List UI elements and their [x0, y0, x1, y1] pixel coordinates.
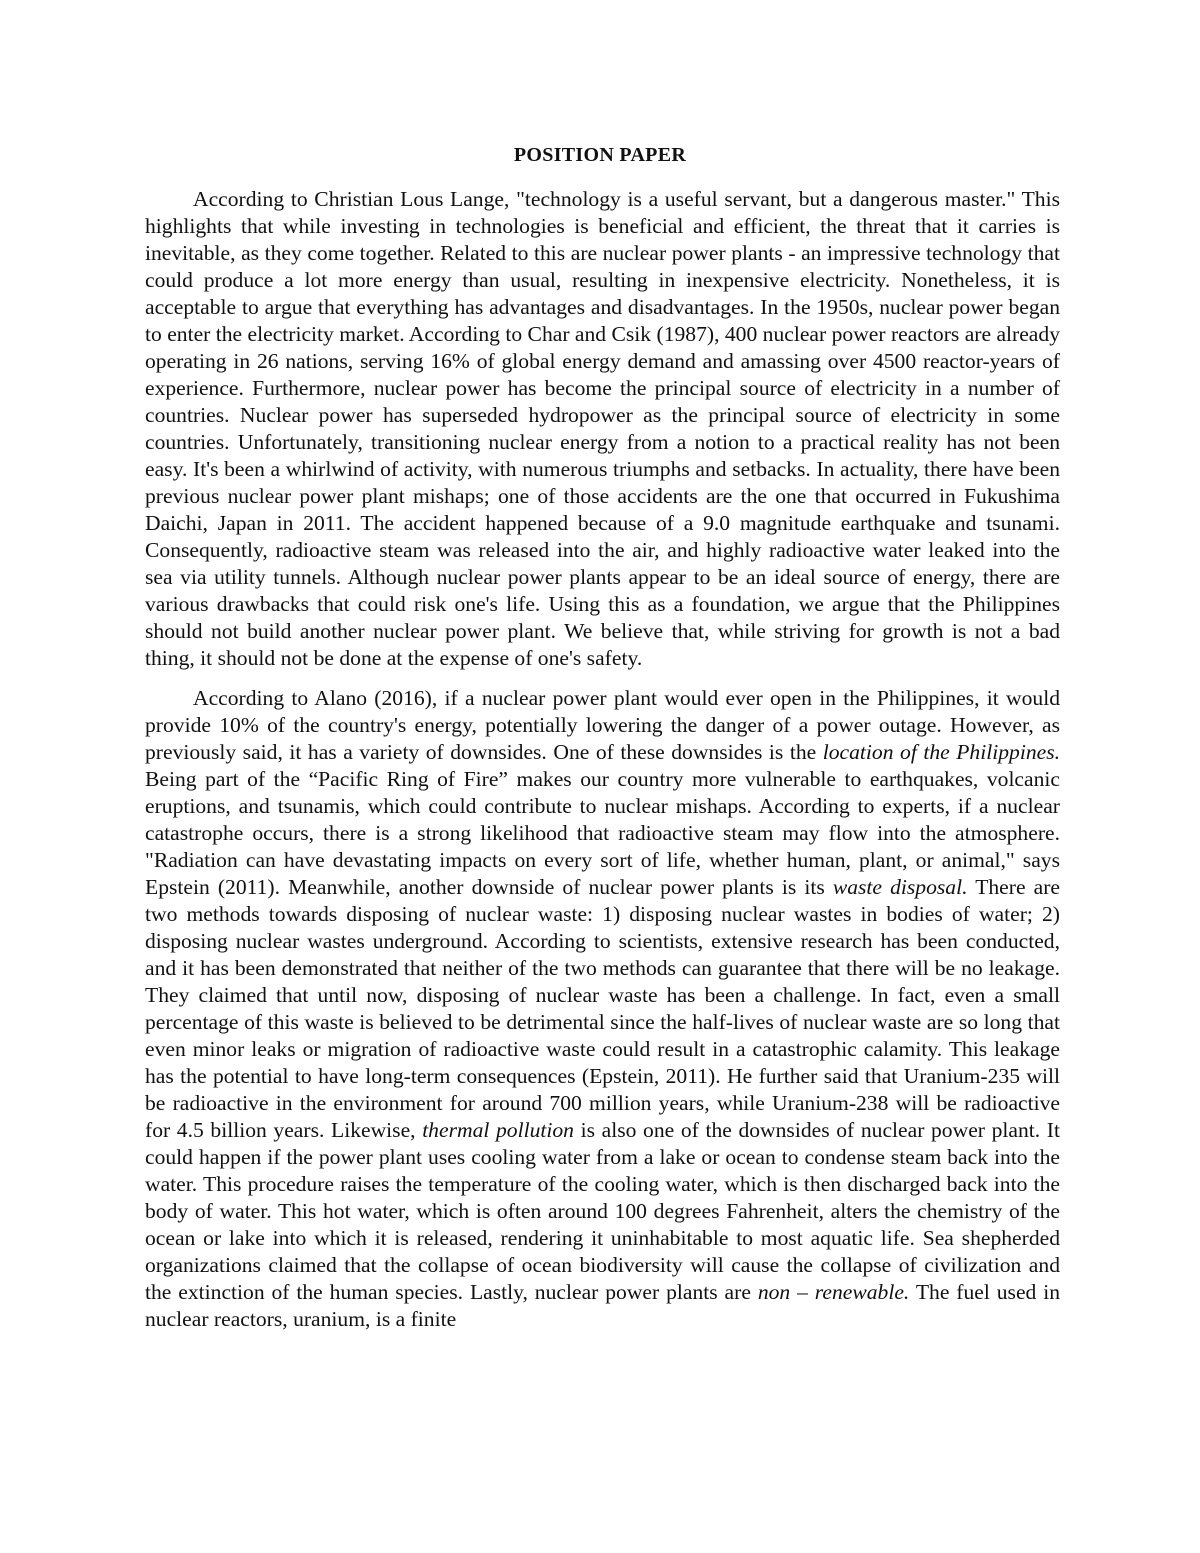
document-body — [145, 186, 1060, 1333]
paragraph-text: is also one of the downsides of nuclear power plant. It could happen if the power plant uses cooling water from a lake or ocean to condense steam back into the water. This procedure raises the temperature of the cooling water, which is then discharged back into the body of water. This hot water, which is often around 100 degrees Fahrenheit, alters the chemistry of the ocean or lake into which it is released, rendering it uninhabitable to most aquatic life. Sea shepherded organizations claimed that the collapse of ocean biodiversity will cause the collapse of civilization and the extinction of the human species. Lastly, nuclear power plants are — [145, 1118, 1060, 1304]
paragraph-text: The fuel used in nuclear reactors, uranium, is a finite — [145, 1280, 1061, 1331]
body-paragraph — [145, 685, 1060, 1333]
emphasis-text: location of the Philippines. — [822, 740, 1061, 764]
emphasis-text: non – renewable. — [757, 1280, 910, 1304]
emphasis-text: thermal pollution — [422, 1118, 574, 1142]
body-paragraph — [145, 186, 1060, 672]
paragraph-text: According to Christian Lous Lange, "technology is a useful servant, but a dangerous master." This highlights that while investing in technologies is beneficial and efficient, the threat that it carries is inevitable, as they come together. Related to this are nuclear power plants - an impressive technology that could produce a lot more energy than usual, resulting in inexpensive electricity. Nonetheless, it is acceptable to argue that everything has advantages and disadvantages. In the 1950s, nuclear power began to enter the electricity market. According to Char and Csik (1987), 400 nuclear power reactors are already operating in 26 nations, serving 16% of global energy demand and amassing over 4500 reactor-years of experience. Furthermore, nuclear power has become the principal source of electricity in a number of countries. Nuclear power has superseded hydropower as the principal source of electricity in some countries. Unfortunately, transitioning nuclear energy from a notion to a practical reality has not been easy. It's been a whirlwind of activity, with numerous triumphs and setbacks. In actuality, there have been previous nuclear power plant mishaps; one of those accidents are the one that occurred in Fukushima Daichi, Japan in 2011. The accident happened because of a 9.0 magnitude earthquake and tsunami. Consequently, radioactive steam was released into the air, and highly radioactive water leaked into the sea via utility tunnels. Although nuclear power plants appear to be an ideal source of energy, there are various drawbacks that could risk one's life. Using this as a foundation, we argue that the Philippines should not build another nuclear power plant. We believe that, while striving for growth is not a bad thing, it should not be done at the expense of one's safety. — [145, 187, 1060, 670]
paragraph-text: Being part of the “Pacific Ring of Fire” makes our country more vulnerable to earthquakes, volcanic eruptions, and tsunamis, which could contribute to nuclear mishaps. According to experts, if a nuclear catastrophe occurs, there is a strong likelihood that radioactive steam may flow into the atmosphere. "Radiation can have devastating impacts on every sort of life, whether human, plant, or animal," says Epstein (2011). Meanwhile, another downside of nuclear power plants is its — [145, 767, 1060, 899]
paragraph-text: According to Alano (2016), if a nuclear power plant would ever open in the Philippines, it would provide 10% of the country's energy, potentially lowering the danger of a power outage. However, as previously said, it has a variety of downsides. One of these downsides is the — [145, 686, 1060, 764]
paragraph-text: There are two methods towards disposing of nuclear waste: 1) disposing nuclear wastes in bodies of water; 2) disposing nuclear wastes underground. According to scientists, extensive research has been conducted, and it has been demonstrated that neither of the two methods can guarantee that there will be no leakage. They claimed that until now, disposing of nuclear waste has been a challenge. In fact, even a small percentage of this waste is believed to be detrimental since the half-lives of nuclear waste are so long that even minor leaks or migration of radioactive waste could result in a catastrophic calamity. This leakage has the potential to have long-term consequences (Epstein, 2011). He further said that Uranium-235 will be radioactive in the environment for around 700 million years, while Uranium-238 will be radioactive for 4.5 billion years. Likewise, — [145, 875, 1060, 1142]
emphasis-text: waste disposal. — [832, 875, 968, 899]
page-title: POSITION PAPER — [513, 144, 687, 166]
